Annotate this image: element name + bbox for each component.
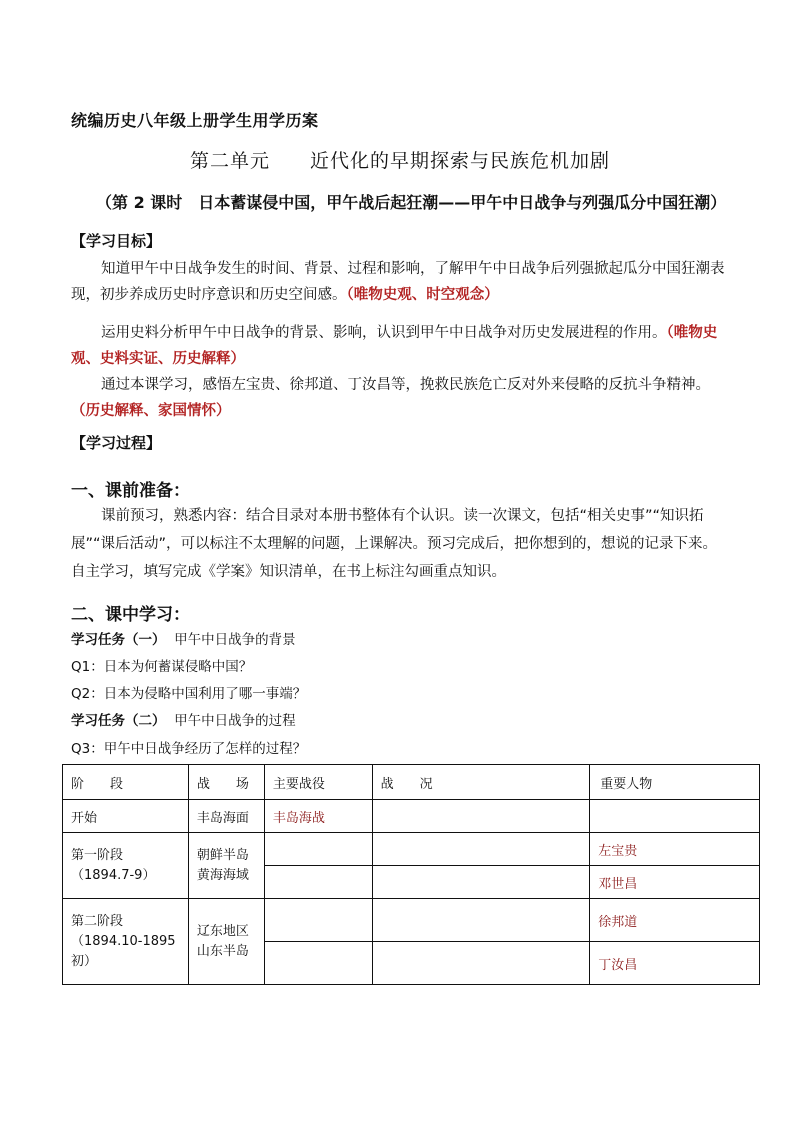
objective-item [71,320,731,372]
person-cell: 丁汝昌 [590,942,760,985]
stage-name: 第二阶段 [71,913,124,929]
table-row [63,833,760,866]
objective-text: 知道甲午中日战争发生的时间、背景、过程和影响，了解甲午中日战争后列强掀起瓜分中国狂潮表现，初步养成历史时序意识和历史空间感。 [71,261,725,303]
prep-paragraph: 课前预习，熟悉内容：结合目录对本册书整体有个认识。读一次课文，包括“相关史事”“知识拓展”“课后活动”，可以标注不太理解的问题，上课解决。预习完成后，把你想到的，想说的记录下来。自主学习，填写完成《学案》知识清单，在书上标注勾画重点知识。 [71,508,718,580]
stage-cell [63,899,189,985]
lesson-title: （第 2 课时 日本蓄谋侵中国，甲午战后起狂潮——甲午中日战争与列强瓜分中国狂潮） [96,193,727,212]
field-cell [188,899,264,985]
objective-text: 运用史料分析甲午中日战争的背景、影响，认识到甲午中日战争对历史发展进程的作用。 [101,325,667,341]
person-cell: 邓世昌 [590,866,760,899]
battle-cell[interactable] [264,899,372,942]
header-field: 战 场 [188,765,264,800]
stage-period: （1894.7-9） [71,867,156,883]
objective-item [71,256,731,308]
process-label: 【学习过程】 [71,434,162,452]
field-cell [188,833,264,899]
field-name: 山东半岛 [196,943,249,959]
task-1 [71,628,296,648]
question-3: Q3：甲午中日战争经历了怎样的过程？ [71,741,307,757]
unit-name: 近代化的早期探索与民族危机加剧 [310,150,611,172]
unit-number: 第二单元 [190,150,271,172]
objective-tag: （唯物史观、史料实证、历史解释） [71,325,718,367]
task-2 [71,709,296,729]
objectives-label: 【学习目标】 [71,232,162,250]
field-name: 朝鲜半岛 [196,847,249,863]
header-battle: 主要战役 [264,765,372,800]
situation-cell[interactable] [372,866,590,899]
stage-name: 第一阶段 [71,847,124,863]
task-1-label: 学习任务（一） [71,632,166,648]
header-situation: 战 况 [372,765,590,800]
table-row [63,800,760,833]
battle-cell: 丰岛海战 [264,800,372,833]
question-2: Q2：日本为侵略中国利用了哪一事端？ [71,686,307,702]
task-1-title: 甲午中日战争的背景 [174,632,296,648]
field-name: 辽东地区 [196,923,249,939]
task-2-title: 甲午中日战争的过程 [174,713,296,729]
field-name: 黄海海域 [196,867,249,883]
objective-text: 通过本课学习，感悟左宝贵、徐邦道、丁汝昌等，挽救民族危亡反对外来侵略的反抗斗争精神。 [101,377,710,393]
document-title: 统编历史八年级上册学生用学历案 [71,111,319,130]
person-cell: 左宝贵 [590,833,760,866]
field-cell: 丰岛海面 [188,800,264,833]
person-cell: 徐邦道 [590,899,760,942]
battle-cell[interactable] [264,866,372,899]
stage-period: （1894.10-1895初） [71,933,176,969]
situation-cell[interactable] [372,899,590,942]
objective-tag: （唯物史观、时空观念） [346,287,499,303]
objective-item [71,372,731,424]
header-person: 重要人物 [590,765,760,800]
objective-tag: （历史解释、家国情怀） [71,403,231,419]
situation-cell[interactable] [372,942,590,985]
task-2-label: 学习任务（二） [71,713,166,729]
situation-cell[interactable] [372,833,590,866]
question-1: Q1：日本为何蓄谋侵略中国？ [71,659,253,675]
stage-cell [63,833,189,899]
war-process-table [62,764,760,985]
battle-cell[interactable] [264,833,372,866]
situation-cell[interactable] [372,800,590,833]
table-header-row [63,765,760,800]
stage-cell: 开始 [63,800,189,833]
person-cell[interactable] [590,800,760,833]
unit-title [190,146,610,173]
table-row [63,899,760,942]
class-heading: 二、课中学习： [71,605,190,625]
header-stage: 阶 段 [63,765,189,800]
battle-cell[interactable] [264,942,372,985]
prep-heading: 一、课前准备： [71,481,190,501]
